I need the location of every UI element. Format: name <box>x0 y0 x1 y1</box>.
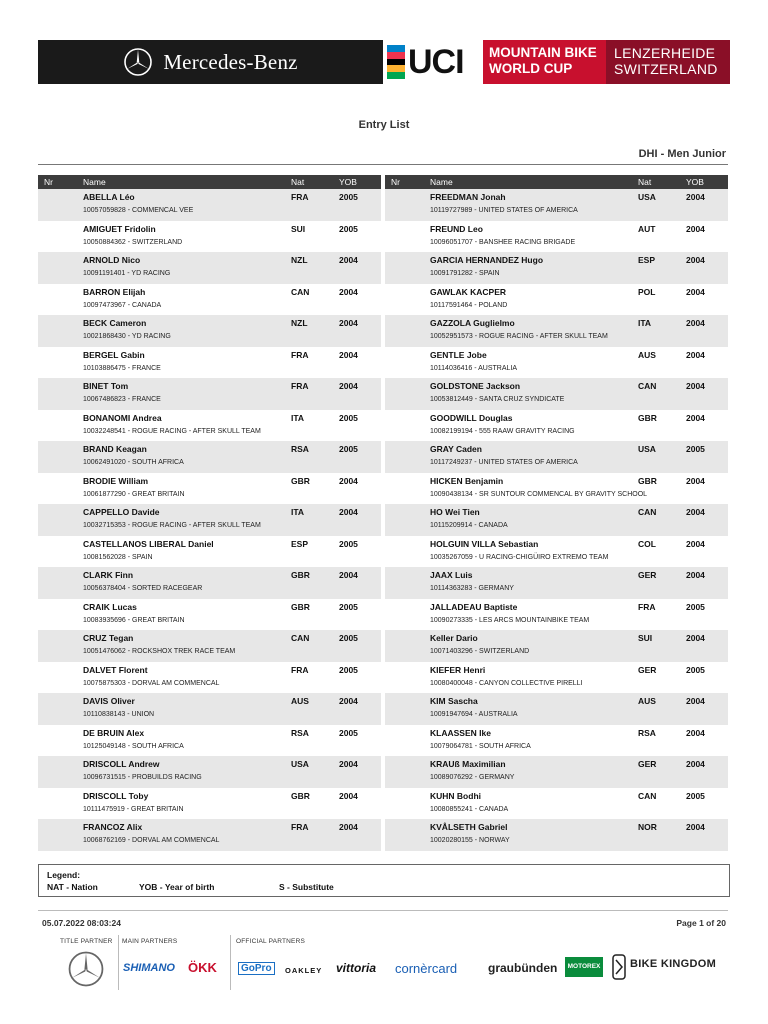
table-row <box>385 410 728 442</box>
rider-nation: USA <box>291 759 309 769</box>
rider-nation: ITA <box>291 412 305 423</box>
rider-uci-team: 10117591464 - POLAND <box>430 301 508 309</box>
rider-name: CAPPELLO Davide <box>83 507 160 517</box>
table-row <box>38 410 381 442</box>
main-partners-label: MAIN PARTNERS <box>122 938 178 945</box>
rider-uci-team: 10061877290 - GREAT BRITAIN <box>83 490 185 498</box>
rider-yob: 2005 <box>339 192 358 202</box>
rider-yob: 2005 <box>339 601 358 612</box>
rider-name: DE BRUIN Alex <box>83 727 145 738</box>
sponsor-divider <box>230 935 231 990</box>
rider-name: KUHN Bodhi <box>430 790 481 801</box>
rider-uci-team: 10114363283 - GERMANY <box>430 585 514 592</box>
table-row <box>385 252 728 284</box>
rider-uci-team: 10080855241 - CANADA <box>430 805 509 813</box>
table-row <box>385 756 728 788</box>
rider-name: DRISCOLL Andrew <box>83 759 160 769</box>
rider-nation: FRA <box>291 349 309 360</box>
graubunden-logo: graubünden <box>488 961 558 975</box>
bike-kingdom-logo: BIKE KINGDOM <box>630 958 717 970</box>
rider-name: HICKEN Benjamin <box>430 475 504 486</box>
table-row <box>38 788 381 820</box>
rider-yob: 2004 <box>339 255 358 265</box>
rider-nation: GBR <box>638 475 657 486</box>
rider-name: CRAIK Lucas <box>83 601 137 612</box>
rider-yob: 2004 <box>686 507 705 517</box>
rider-uci-team: 10097473967 - CANADA <box>83 301 162 309</box>
rider-yob: 2004 <box>339 790 358 801</box>
legend-box <box>38 864 730 897</box>
rider-name: GAWLAK KACPER <box>430 286 507 297</box>
rider-yob: 2005 <box>339 412 358 423</box>
rider-name: BRODIE William <box>83 475 149 486</box>
table-row <box>385 788 728 820</box>
rider-name: KRAUß Maximilian <box>430 759 506 769</box>
rider-uci-team: 10053812449 - SANTA CRUZ SYNDICATE <box>430 396 565 403</box>
rider-nation: SUI <box>291 223 306 234</box>
rider-yob: 2004 <box>686 727 705 738</box>
rider-name: KIEFER Henri <box>430 664 486 675</box>
rider-name: JAAX Luis <box>430 570 473 580</box>
table-header <box>38 175 381 189</box>
rider-uci-team: 10081562028 - SPAIN <box>83 553 153 561</box>
rider-nation: NZL <box>291 255 308 265</box>
table-row <box>38 819 381 851</box>
legend-nat: NAT - Nation <box>47 882 98 892</box>
rider-uci-team: 10032248541 - ROGUE RACING - AFTER SKULL TEAM <box>83 427 261 435</box>
table-row <box>385 347 728 379</box>
table-row <box>385 662 728 694</box>
table-row <box>38 567 381 599</box>
rider-uci-team: 10089076292 - GERMANY <box>430 774 515 781</box>
rider-nation: USA <box>638 192 656 202</box>
rider-nation: FRA <box>638 601 656 612</box>
rider-yob: 2004 <box>686 759 705 769</box>
rider-nation: ESP <box>291 538 309 549</box>
rider-uci-team: 10115209914 - CANADA <box>430 522 508 529</box>
rider-name: KVÅLSETH Gabriel <box>430 822 508 832</box>
rider-uci-team: 10090438134 - SR SUNTOUR COMMENCAL BY GRAVITY SCHOOL <box>430 490 648 498</box>
rider-nation: CAN <box>638 381 657 391</box>
rider-uci-team: 10079064781 - SOUTH AFRICA <box>430 742 531 750</box>
table-row <box>385 473 728 505</box>
table-row <box>385 284 728 316</box>
rider-nation: CAN <box>291 286 310 297</box>
rider-nation: GER <box>638 664 657 675</box>
rider-name: DRISCOLL Toby <box>83 790 149 801</box>
uci-logo <box>383 40 483 84</box>
rider-nation: FRA <box>291 192 309 202</box>
rider-yob: 2004 <box>686 822 705 832</box>
rider-yob: 2004 <box>339 507 358 517</box>
table-row <box>385 315 728 347</box>
rider-uci-team: 10068762169 - DORVAL AM COMMENCAL <box>83 837 220 844</box>
rider-name: BECK Cameron <box>83 318 147 328</box>
rider-name: BARRON Elijah <box>83 286 146 297</box>
bike-kingdom-icon <box>612 954 626 980</box>
rider-yob: 2004 <box>339 759 358 769</box>
rider-nation: GER <box>638 759 657 769</box>
rider-uci-team: 10110838143 - UNION <box>83 711 155 718</box>
rider-name: CRUZ Tegan <box>83 633 134 643</box>
table-row <box>385 378 728 410</box>
rider-nation: RSA <box>291 444 309 454</box>
rider-name: BRAND Keagan <box>83 444 147 454</box>
legend-substitute: S - Substitute <box>279 882 334 892</box>
rider-nation: RSA <box>638 727 656 738</box>
rider-nation: CAN <box>638 790 657 801</box>
table-row <box>38 284 381 316</box>
mercedes-star-icon <box>67 950 105 988</box>
rider-name: CASTELLANOS LIBERAL Daniel <box>83 538 214 549</box>
table-row <box>385 630 728 662</box>
rider-name: HOLGUIN VILLA Sebastian <box>430 538 539 549</box>
rider-nation: NOR <box>638 822 657 832</box>
table-row <box>38 693 381 725</box>
table-row <box>385 504 728 536</box>
rider-uci-team: 10021868430 - YD RACING <box>83 333 171 340</box>
rider-name: DAVIS Oliver <box>83 696 135 706</box>
rider-nation: ITA <box>291 507 305 517</box>
rider-uci-team: 10075875303 - DORVAL AM COMMENCAL <box>83 679 220 687</box>
table-row <box>38 756 381 788</box>
rider-yob: 2004 <box>686 633 705 643</box>
entry-table-right <box>385 175 728 851</box>
rider-nation: FRA <box>291 381 309 391</box>
rider-nation: GBR <box>291 475 310 486</box>
rider-yob: 2005 <box>686 601 705 612</box>
table-row <box>38 315 381 347</box>
rider-yob: 2004 <box>686 349 705 360</box>
rider-name: AMIGUET Fridolin <box>83 223 156 234</box>
table-row <box>385 441 728 473</box>
header-name: Name <box>430 177 453 187</box>
divider <box>38 164 728 165</box>
header-banner <box>38 40 730 84</box>
vittoria-logo: vittoria <box>336 961 377 975</box>
category-label: DHI - Men Junior <box>638 148 726 160</box>
rider-uci-team: 10090273335 - LES ARCS MOUNTAINBIKE TEAM <box>430 616 590 624</box>
rider-name: KLAASSEN Ike <box>430 727 491 738</box>
rider-yob: 2005 <box>686 444 705 454</box>
header-nr: Nr <box>44 177 53 187</box>
rider-yob: 2004 <box>686 475 705 486</box>
rider-uci-team: 10091791282 - SPAIN <box>430 270 500 277</box>
rider-name: GOLDSTONE Jackson <box>430 381 521 391</box>
rider-uci-team: 10103886475 - FRANCE <box>83 364 161 372</box>
cornercard-logo: cornèrcard <box>395 961 458 976</box>
rider-name: FRANCOZ Alix <box>83 822 143 832</box>
rider-nation: FRA <box>291 822 309 832</box>
table-row <box>38 347 381 379</box>
rider-nation: AUT <box>638 223 656 234</box>
rider-yob: 2004 <box>339 822 358 832</box>
legend-yob: YOB - Year of birth <box>139 882 215 892</box>
rider-yob: 2005 <box>339 223 358 234</box>
rider-name: HO Wei Tien <box>430 507 480 517</box>
rider-nation: GBR <box>291 790 310 801</box>
rider-yob: 2004 <box>686 255 705 265</box>
rider-uci-team: 10057059828 - COMMENCAL VEE <box>83 207 194 214</box>
gopro-logo: GoPro <box>238 962 275 975</box>
rider-yob: 2004 <box>339 286 358 297</box>
entry-table-left <box>38 175 381 851</box>
rider-name: GOODWILL Douglas <box>430 412 513 423</box>
table-row <box>38 725 381 757</box>
footer-divider <box>38 910 728 911</box>
rider-name: JALLADEAU Baptiste <box>430 601 518 612</box>
table-row <box>38 504 381 536</box>
rider-yob: 2004 <box>686 223 705 234</box>
rider-nation: NZL <box>291 318 308 328</box>
table-body <box>385 189 728 851</box>
page-number: Page 1 of 20 <box>676 918 726 928</box>
rider-nation: RSA <box>291 727 309 738</box>
rider-uci-team: 10067486823 - FRANCE <box>83 396 161 403</box>
rider-name: Keller Dario <box>430 633 478 643</box>
rider-yob: 2004 <box>339 318 358 328</box>
rider-uci-team: 10091191401 - YD RACING <box>83 270 171 277</box>
header-yob: YOB <box>686 177 704 187</box>
rider-yob: 2005 <box>339 444 358 454</box>
table-row <box>385 189 728 221</box>
page-title: Entry List <box>358 119 410 131</box>
rider-uci-team: 10035267059 - U RACING-CHIGÜIRO EXTREMO TEAM <box>430 553 609 561</box>
rider-name: GENTLE Jobe <box>430 349 487 360</box>
rider-name: ABELLA Léo <box>83 192 135 202</box>
rider-uci-team: 10020280155 - NORWAY <box>430 837 510 844</box>
rider-nation: GBR <box>638 412 657 423</box>
rider-name: GRAY Caden <box>430 444 482 454</box>
rider-nation: ESP <box>638 255 656 265</box>
event-location <box>606 40 730 84</box>
rider-uci-team: 10052951573 - ROGUE RACING - AFTER SKULL TEAM <box>430 333 608 340</box>
title-partner-label: TITLE PARTNER <box>60 938 113 945</box>
rider-uci-team: 10125049148 - SOUTH AFRICA <box>83 742 184 750</box>
rider-uci-team: 10050884362 - SWITZERLAND <box>83 238 183 246</box>
rider-yob: 2005 <box>339 538 358 549</box>
event-name-line2: WORLD CUP <box>489 61 573 76</box>
rider-uci-team: 10082199194 - 555 RAAW GRAVITY RACING <box>430 427 575 435</box>
rider-name: BONANOMI Andrea <box>83 412 162 423</box>
rider-yob: 2005 <box>339 664 358 675</box>
rider-uci-team: 10117249237 - UNITED STATES OF AMERICA <box>430 459 578 466</box>
rider-name: GARCIA HERNANDEZ Hugo <box>430 255 544 265</box>
rider-uci-team: 10091947694 - AUSTRALIA <box>430 711 518 718</box>
rider-name: FREUND Leo <box>430 223 483 234</box>
event-name <box>483 40 606 84</box>
table-row <box>38 441 381 473</box>
rider-yob: 2004 <box>686 192 705 202</box>
table-row <box>385 725 728 757</box>
timestamp: 05.07.2022 08:03:24 <box>42 918 121 928</box>
rider-name: FREEDMAN Jonah <box>430 192 506 202</box>
rider-uci-team: 10111475919 - GREAT BRITAIN <box>83 805 184 813</box>
rider-uci-team: 10080400048 - CANYON COLLECTIVE PIRELLI <box>430 679 583 687</box>
rider-yob: 2004 <box>686 696 705 706</box>
okk-logo: ÖKK <box>188 960 217 975</box>
rider-yob: 2004 <box>339 570 358 580</box>
rider-name: GAZZOLA Guglielmo <box>430 318 515 328</box>
event-name-line1: MOUNTAIN BIKE <box>489 45 597 60</box>
rider-name: DALVET Florent <box>83 664 148 675</box>
uci-wordmark: UCI <box>408 43 464 81</box>
location-line1: LENZERHEIDE <box>614 45 716 61</box>
rider-yob: 2004 <box>686 538 705 549</box>
sponsor-divider <box>118 935 119 990</box>
rider-uci-team: 10051476062 - ROCKSHOX TREK RACE TEAM <box>83 648 236 655</box>
rider-nation: COL <box>638 538 656 549</box>
rider-yob: 2004 <box>686 318 705 328</box>
mercedes-benz-wordmark: Mercedes-Benz <box>163 49 298 74</box>
table-row <box>385 567 728 599</box>
rider-yob: 2004 <box>686 286 705 297</box>
rider-yob: 2004 <box>686 412 705 423</box>
location-line2: SWITZERLAND <box>614 61 718 77</box>
rider-yob: 2004 <box>339 475 358 486</box>
header-yob: YOB <box>339 177 357 187</box>
official-partners-label: OFFICIAL PARTNERS <box>236 938 306 945</box>
rider-uci-team: 10056378404 - SORTED RACEGEAR <box>83 585 203 592</box>
table-row <box>38 599 381 631</box>
table-row <box>38 221 381 253</box>
rider-yob: 2004 <box>339 349 358 360</box>
rider-uci-team: 10096051707 - BANSHEE RACING BRIGADE <box>430 238 576 246</box>
rider-uci-team: 10071403296 - SWITZERLAND <box>430 648 530 655</box>
rider-uci-team: 10083935696 - GREAT BRITAIN <box>83 616 185 624</box>
mercedes-benz-logo <box>38 40 383 84</box>
table-row <box>38 189 381 221</box>
rider-nation: CAN <box>291 633 310 643</box>
rider-nation: SUI <box>638 633 653 643</box>
uci-stripes-icon <box>387 45 405 79</box>
mercedes-star-icon <box>123 47 153 77</box>
rider-yob: 2005 <box>339 633 358 643</box>
rider-name: ARNOLD Nico <box>83 255 141 265</box>
rider-nation: AUS <box>291 696 309 706</box>
table-row <box>38 473 381 505</box>
table-row <box>385 819 728 851</box>
table-header <box>385 175 728 189</box>
header-name: Name <box>83 177 106 187</box>
table-row <box>38 630 381 662</box>
header-nat: Nat <box>291 177 305 187</box>
rider-yob: 2004 <box>686 381 705 391</box>
rider-yob: 2004 <box>339 381 358 391</box>
header-nat: Nat <box>638 177 652 187</box>
rider-yob: 2004 <box>339 696 358 706</box>
rider-nation: FRA <box>291 664 309 675</box>
rider-yob: 2004 <box>686 570 705 580</box>
table-row <box>38 536 381 568</box>
rider-uci-team: 10096731515 - PROBUILDS RACING <box>83 774 202 781</box>
shimano-logo: SHIMANO <box>123 962 175 974</box>
rider-uci-team: 10114036416 - AUSTRALIA <box>430 364 518 372</box>
rider-nation: GER <box>638 570 657 580</box>
rider-nation: GBR <box>291 601 310 612</box>
oakley-logo: OAKLEY <box>285 966 323 975</box>
rider-nation: AUS <box>638 349 656 360</box>
table-row <box>38 662 381 694</box>
rider-uci-team: 10119727989 - UNITED STATES OF AMERICA <box>430 207 578 214</box>
rider-nation: GBR <box>291 570 310 580</box>
rider-uci-team: 10062491020 - SOUTH AFRICA <box>83 459 184 466</box>
table-row <box>385 221 728 253</box>
motorex-logo: MOTOREX <box>565 957 603 977</box>
table-body <box>38 189 381 851</box>
rider-yob: 2005 <box>339 727 358 738</box>
table-row <box>385 599 728 631</box>
rider-name: CLARK Finn <box>83 570 134 580</box>
rider-nation: POL <box>638 286 656 297</box>
rider-yob: 2005 <box>686 790 705 801</box>
rider-name: KIM Sascha <box>430 696 478 706</box>
header-nr: Nr <box>391 177 400 187</box>
rider-name: BINET Tom <box>83 381 129 391</box>
rider-nation: USA <box>638 444 656 454</box>
rider-nation: CAN <box>638 507 657 517</box>
rider-name: BERGEL Gabin <box>83 349 145 360</box>
table-row <box>385 536 728 568</box>
rider-yob: 2005 <box>686 664 705 675</box>
table-row <box>38 378 381 410</box>
table-row <box>385 693 728 725</box>
rider-nation: AUS <box>638 696 656 706</box>
table-row <box>38 252 381 284</box>
rider-uci-team: 10032715353 - ROGUE RACING - AFTER SKULL TEAM <box>83 522 261 529</box>
legend-title: Legend: <box>47 870 81 880</box>
rider-nation: ITA <box>638 318 652 328</box>
